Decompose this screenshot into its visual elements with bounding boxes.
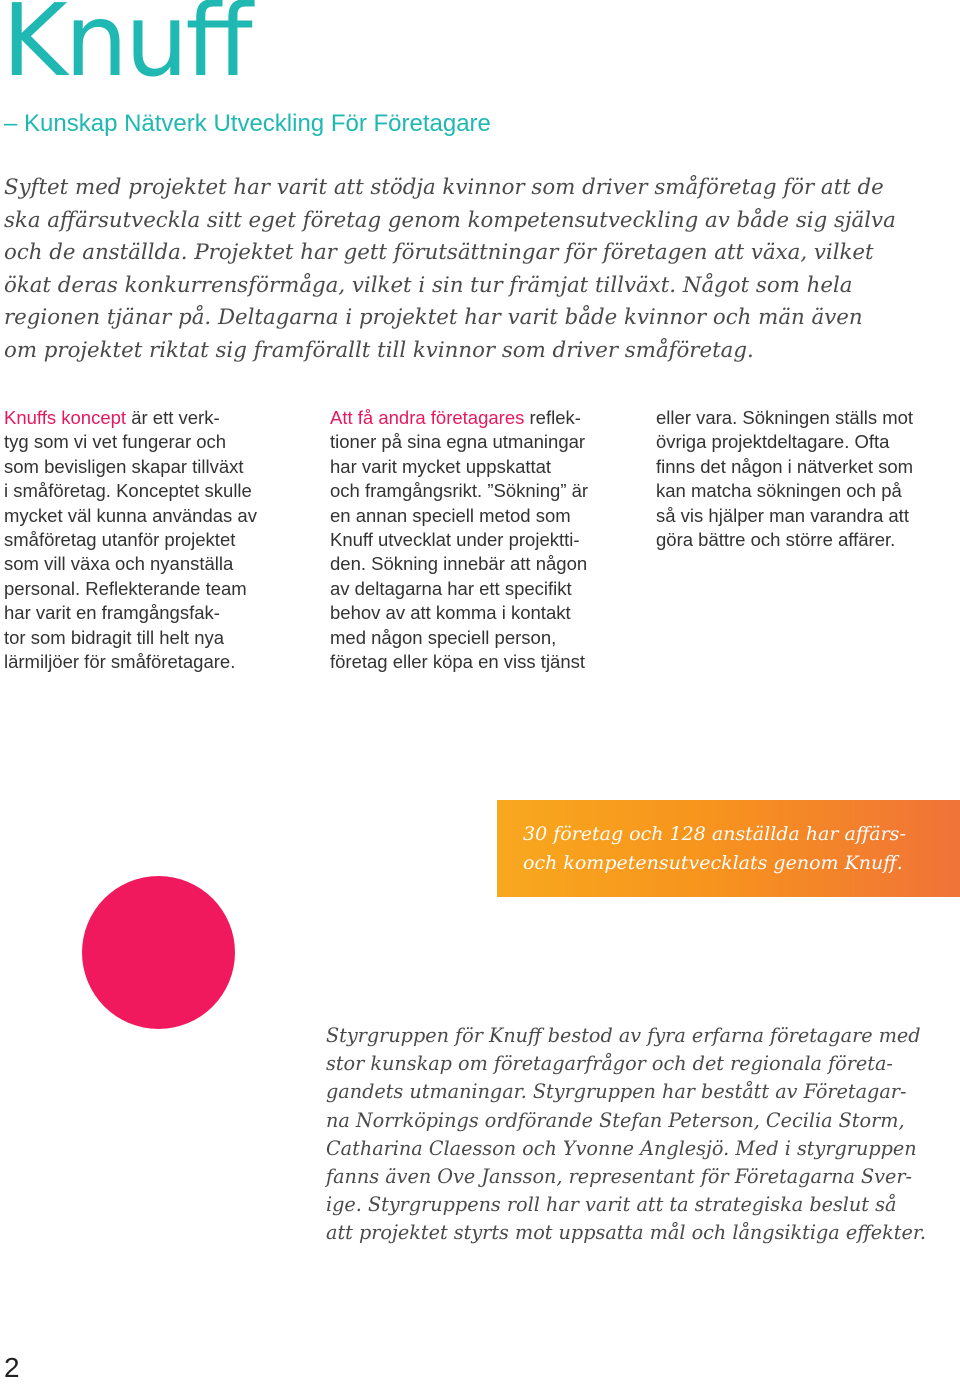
intro-paragraph: Syftet med projektet har varit att stödja kvinnor som driver småföretag för att de ska affärsutveckla sitt eget företag genom kompetensutveckling av både sig själva och de anställda. Projektet har gett förutsättningar för företagen att växa, vilket ökat deras konkurrensförmåga, vilket i sin tur främjat tillväxt. Något som hela regionen tjänar på. Deltagarna i projektet har varit både kvinnor och män även om projektet riktat sig framförallt till kvinnor som driver småföretag. — [4, 175, 896, 363]
page-subtitle: – Kunskap Nätverk Utveckling För Företagare — [4, 110, 491, 137]
page-title: Knuff — [2, 0, 250, 99]
column-1-text: är ett verk- tyg som vi vet fungerar och som bevisligen skapar tillväxt i småföretag. Konceptet skulle mycket väl kunna användas av småföretag utanför projektet som vill växa och nyanställa personal. Reflekterande team har varit en framgångsfak- tor som bidragit till helt nya lärmiljöer för småföretagare. — [4, 407, 257, 673]
steering-group-paragraph: Styrgruppen för Knuff bestod av fyra erfarna företagare med stor kunskap om företagarfrågor och det regionala företa- gandets utmaningar. Styrgruppen har bestått av Företagar- na Norrköpings ordförande Stefan Peterson, Cecilia Storm, Catharina Claesson och Yvonne Anglesjö. Med i styrgruppen fanns även Ove Jansson, representant för Företagarna Sver- ige. Styrgruppens roll har varit att ta strategiska beslut så att projektet styrts mot uppsatta mål och långsiktiga effekter. — [326, 1024, 927, 1245]
callout-box — [497, 800, 960, 897]
body-column-3 — [656, 406, 956, 552]
body-column-1 — [4, 406, 304, 674]
column-2-text: reflek- tioner på sina egna utmaningar har varit mycket uppskattat och framgångsrikt. ”Sökning” är en annan speciell metod som Knuff utvecklat under projektti- den. Sökning innebär att någon av deltagarna har ett specifikt behov av att komma i kontakt med någon speciell person, företag eller köpa en viss tjänst — [330, 407, 589, 673]
decorative-circle — [82, 876, 235, 1029]
column-3-text: eller vara. Sökningen ställs mot övriga projektdeltagare. Ofta finns det någon i nätverket som kan matcha sökningen och på så vis hjälper man varandra att göra bättre och större affärer. — [656, 407, 914, 551]
column-1-highlight: Knuffs koncept — [4, 407, 127, 428]
callout-text: 30 företag och 128 anställda har affärs- och kompetensutvecklats genom Knuff. — [523, 823, 906, 874]
page-number: 2 — [4, 1352, 20, 1383]
body-column-2 — [330, 406, 630, 674]
column-2-highlight: Att få andra företagares — [330, 407, 525, 428]
